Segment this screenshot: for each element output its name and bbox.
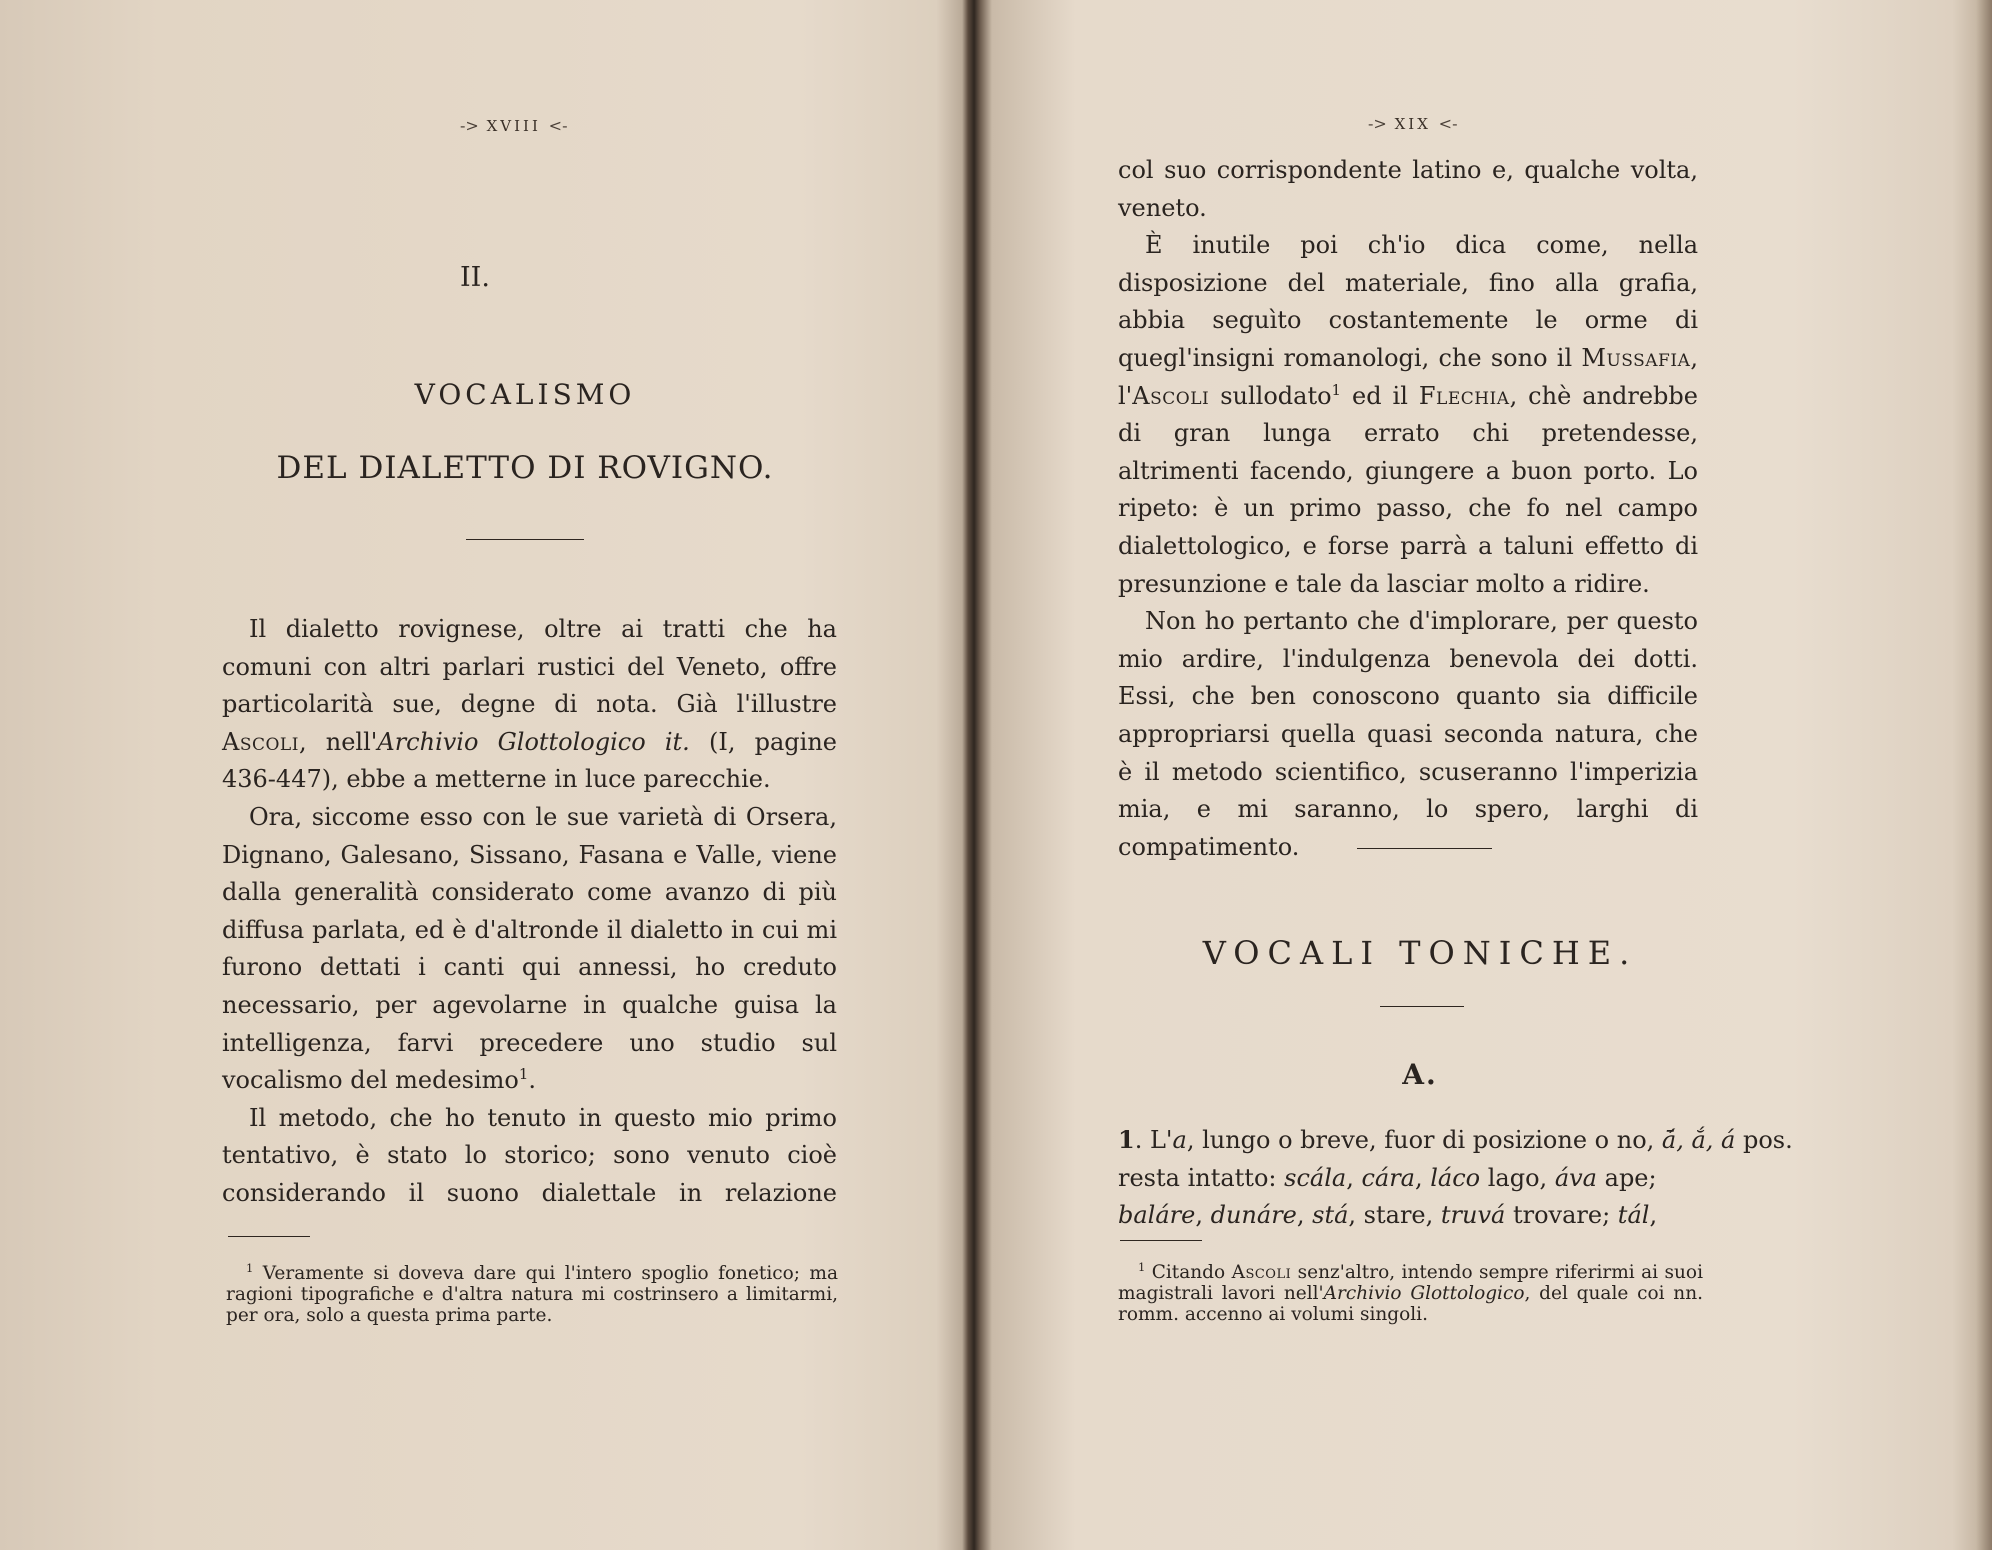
left-body-text: [222, 611, 837, 1213]
page-header: [1368, 114, 1457, 133]
footnote-marker: 1: [246, 1260, 254, 1275]
header-ornament-right: <-: [1438, 114, 1458, 133]
paragraph: Il dialetto rovignese, oltre ai tratti che ha comuni con altri parlari rustici del Veneto, offre particolarità sue, degne di nota. Già l'illustre Ascoli, nell'Archivio Glottologico it. (I, pagine 436-447), ebbe a metterne in luce parecchie.: [222, 615, 838, 794]
chapter-title-line-2: DEL DIALETTO DI ROVIGNO.: [276, 450, 774, 486]
journal-title: Archivio Glottologico: [1323, 1283, 1525, 1304]
footnote-divider: [228, 1236, 310, 1237]
footnote-ref: 1: [1331, 380, 1342, 399]
rule-line: baláre, dunáre, stá, stare, truvá trovare; tál,: [1118, 1201, 1658, 1230]
author-name: Flechia: [1418, 381, 1510, 410]
title-divider: [466, 539, 584, 540]
paragraph: Il metodo, che ho tenuto in questo mio primo tentativo, è stato lo storico; sono venuto cioè considerando il suono dialettale in relazione: [222, 1103, 837, 1207]
paragraph: È inutile poi ch'io dica come, nella disposizione del materiale, fino alla grafia, abbia seguìto costantemente le orme di quegl'insigni romanologi, che sono il Mussafia, l'Ascoli sullodato$^1$ ed il Flechia, chè andrebbe di gran lunga errato chi pretendesse, altrimenti facendo, giungere a buon porto. Lo ripeto: è un primo passo, che fo nel campo dialettologico, e forse parrà a taluni effetto di presunzione e tale da lasciar molto a ridire.: [1118, 231, 1698, 598]
chapter-number: II.: [460, 262, 490, 293]
section-title-divider: [1380, 1006, 1464, 1007]
left-page: [0, 0, 955, 1550]
header-ornament-right: <-: [548, 116, 568, 135]
author-name: Mussafia: [1581, 343, 1691, 372]
paragraph: Non ho pertanto che d'implorare, per questo mio ardire, l'indulgenza benevola dei dotti. Essi, che ben conoscono quanto sia difficile appropriarsi quella quasi seconda natura, che è il metodo scientifico, scuseranno l'imperizia mia, e mi saranno, lo spero, larghi di compatimento.: [1118, 607, 1698, 861]
paragraph: col suo corrispondente latino e, qualche volta, veneto.: [1118, 156, 1698, 222]
section-divider: [1357, 848, 1492, 849]
right-body-text: [1118, 152, 1698, 866]
page-header: [460, 116, 567, 135]
section-title: VOCALI TONICHE.: [1202, 934, 1638, 972]
chapter-title-line-1: VOCALISMO: [414, 378, 636, 411]
header-ornament-left: ->: [460, 116, 479, 135]
page-number: XIX: [1394, 115, 1431, 133]
rule-number: 1: [1118, 1125, 1135, 1154]
subsection-title: A.: [1402, 1058, 1438, 1091]
page-number: XVIII: [486, 117, 541, 135]
left-footnote: $^1$ Veramente si doveva dare qui l'intero spoglio fonetico; ma ragioni tipografiche e d'altra natura mi costrinsero a limitarmi, per ora, solo a questa prima parte.: [226, 1260, 838, 1326]
right-footnote: $^1$ Citando Ascoli senz'altro, intendo sempre riferirmi ai suoi magistrali lavori nell'Archivio Glottologico, del quale coi nn. romm. accenno ai volumi singoli.: [1118, 1259, 1704, 1325]
footnote-divider: [1120, 1240, 1202, 1241]
right-page: [970, 0, 1992, 1550]
paragraph: Ora, siccome esso con le sue varietà di Orsera, Dignano, Galesano, Sissano, Fasana e Valle, viene dalla generalità considerato come avanzo di più diffusa parlata, ed è d'altronde il dialetto in cui mi furono dettati i canti qui annessi, ho creduto necessario, per agevolarne in qualche guisa la intelligenza, farvi precedere uno studio sul vocalismo del medesimo$^1$.: [222, 802, 837, 1095]
rule-line: 1. L'a, lungo o breve, fuor di posizione o no, ā́, ắ, á pos.: [1118, 1125, 1793, 1154]
author-name: Ascoli: [222, 727, 299, 756]
rule-line: resta intatto: scála, cára, láco lago, áva ape;: [1118, 1163, 1657, 1192]
author-name: Ascoli: [1231, 1262, 1292, 1283]
journal-title: Archivio Glottologico it.: [377, 727, 690, 756]
footnote-marker: 1: [1138, 1259, 1146, 1274]
rule-text: [1118, 1121, 1968, 1235]
author-name: Ascoli: [1132, 381, 1210, 410]
header-ornament-left: ->: [1368, 114, 1387, 133]
footnote-ref: 1: [518, 1065, 529, 1084]
